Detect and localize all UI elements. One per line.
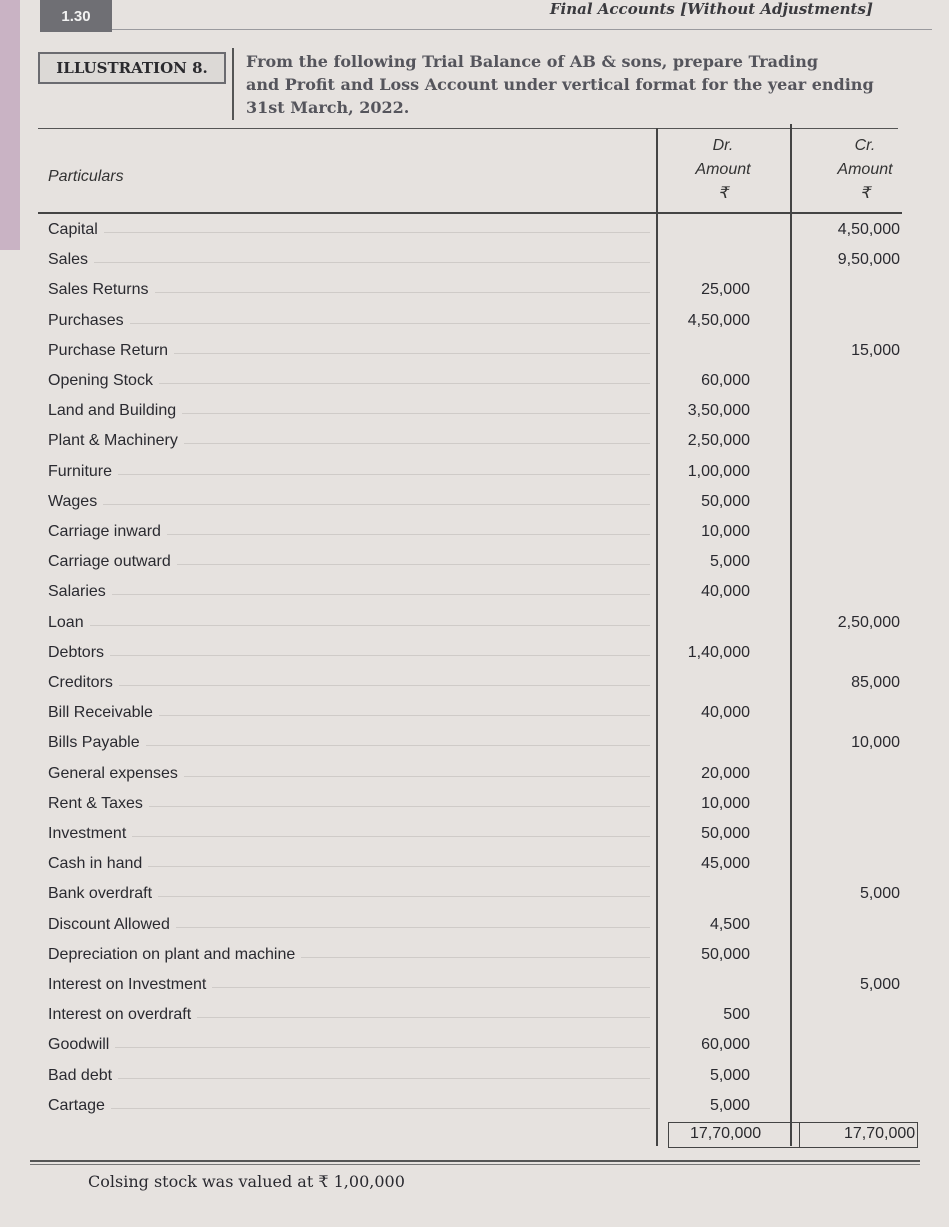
row-particular: Interest on overdraft [48, 1006, 192, 1024]
row-particular: Cash in hand [48, 855, 143, 873]
table-row [40, 1093, 930, 1123]
row-leader-line [112, 594, 650, 595]
row-dr-amount: 2,50,000 [687, 432, 750, 450]
col-header-cr-side: Cr. [854, 137, 876, 154]
row-dr-amount: 5,000 [709, 1066, 750, 1084]
row-leader-line [177, 564, 650, 565]
row-cr-amount: 2,50,000 [837, 613, 900, 631]
row-particular: Land and Building [48, 402, 177, 420]
row-particular: Bill Receivable [48, 704, 153, 722]
table-row [40, 821, 930, 851]
row-dr-amount: 500 [723, 1006, 750, 1024]
header-rule [112, 29, 932, 30]
row-leader-line [118, 1078, 650, 1079]
row-particular: Opening Stock [48, 372, 153, 389]
row-particular: Purchase Return [48, 341, 169, 359]
header-bottom-rule [38, 212, 902, 214]
row-leader-line [167, 534, 650, 535]
table-row [40, 1063, 930, 1093]
row-dr-amount: 45,000 [701, 855, 750, 873]
table-row [40, 277, 930, 307]
row-dr-amount: 4,50,000 [687, 311, 750, 329]
table-row [40, 791, 930, 821]
row-particular: Carriage outward [48, 553, 171, 571]
row-leader-line [176, 927, 650, 928]
col-header-dr-currency: ₹ [717, 185, 729, 202]
row-particular: Loan [48, 613, 84, 631]
table-row [40, 942, 930, 972]
row-leader-line [184, 776, 650, 777]
row-leader-line [212, 987, 650, 988]
row-dr-amount: 5,000 [709, 553, 750, 571]
page-number: 1.30 [40, 0, 112, 32]
col-header-dr [660, 134, 786, 206]
table-row [40, 972, 930, 1002]
col-header-dr-side: Dr. [712, 137, 734, 154]
row-particular: Bills Payable [48, 734, 140, 752]
row-dr-amount: 20,000 [701, 764, 750, 782]
table-row [40, 489, 930, 519]
table-row [40, 1032, 930, 1062]
illustration-divider [232, 48, 234, 120]
row-leader-line [118, 474, 650, 475]
row-particular: General expenses [48, 764, 178, 782]
row-particular: Debtors [48, 643, 105, 661]
row-leader-line [155, 292, 650, 293]
row-particular: Investment [48, 825, 127, 842]
row-particular: Sales Returns [48, 281, 149, 299]
table-row [40, 368, 930, 398]
row-leader-line [111, 1108, 650, 1109]
row-leader-line [132, 836, 650, 837]
row-particular: Discount Allowed [48, 915, 170, 933]
row-dr-amount: 60,000 [701, 1036, 750, 1054]
row-dr-amount: 4,500 [709, 915, 750, 933]
table-row [40, 549, 930, 579]
total-cr: 17,70,000 [844, 1125, 916, 1142]
table-row [40, 851, 930, 881]
illustration-text [246, 50, 906, 119]
row-leader-line [103, 504, 650, 505]
row-cr-amount: 5,000 [859, 976, 900, 993]
row-leader-line [148, 866, 650, 867]
row-particular: Depreciation on plant and machine [48, 945, 296, 963]
row-leader-line [149, 806, 650, 807]
table-row [40, 338, 930, 368]
closing-stock-note: Colsing stock was valued at ₹ 1,00,000 [88, 1172, 405, 1191]
row-dr-amount: 40,000 [701, 583, 750, 601]
row-cr-amount: 10,000 [851, 734, 900, 752]
row-particular: Salaries [48, 583, 106, 601]
row-dr-amount: 3,50,000 [687, 402, 750, 420]
row-dr-amount: 10,000 [701, 523, 750, 540]
table-row [40, 247, 930, 277]
row-particular: Plant & Machinery [48, 432, 178, 450]
row-leader-line [146, 745, 650, 746]
row-dr-amount: 25,000 [701, 281, 750, 299]
row-dr-amount: 10,000 [701, 794, 750, 812]
row-leader-line [174, 353, 650, 354]
row-dr-amount: 1,40,000 [687, 643, 750, 661]
row-leader-line [184, 443, 650, 444]
row-leader-line [110, 655, 650, 656]
row-dr-amount: 60,000 [701, 372, 750, 389]
illustration-text-line: From the following Trial Balance of AB & sons, prepare Trading [246, 52, 819, 71]
row-particular: Cartage [48, 1096, 105, 1114]
row-particular: Furniture [48, 462, 113, 480]
row-leader-line [158, 896, 650, 897]
row-cr-amount: 85,000 [851, 674, 900, 691]
table-row [40, 881, 930, 911]
col-header-dr-amount: Amount [695, 161, 751, 178]
row-leader-line [159, 383, 650, 384]
table-row [40, 1002, 930, 1032]
row-particular: Bank overdraft [48, 885, 153, 903]
table-row [40, 610, 930, 640]
table-row [40, 519, 930, 549]
row-particular: Purchases [48, 311, 124, 329]
row-leader-line [115, 1047, 650, 1048]
row-leader-line [119, 685, 650, 686]
bottom-rule-thin [30, 1164, 920, 1165]
row-leader-line [301, 957, 650, 958]
table-row [40, 308, 930, 338]
row-leader-line [130, 323, 650, 324]
table-row [40, 428, 930, 458]
running-head: Final Accounts [Without Adjustments] [549, 0, 873, 18]
table-row [40, 398, 930, 428]
table-row [40, 700, 930, 730]
illustration-text-line: 31st March, 2022. [246, 98, 410, 117]
table-row [40, 217, 930, 247]
row-particular: Creditors [48, 674, 113, 691]
col-header-cr [800, 134, 930, 206]
table-row [40, 761, 930, 791]
row-particular: Wages [48, 492, 98, 510]
row-particular: Bad debt [48, 1066, 113, 1084]
row-cr-amount: 5,000 [859, 885, 900, 903]
row-dr-amount: 40,000 [701, 704, 750, 722]
row-particular: Capital [48, 221, 98, 238]
row-dr-amount: 50,000 [701, 945, 750, 963]
row-leader-line [90, 625, 650, 626]
row-leader-line [104, 232, 650, 233]
row-dr-amount: 50,000 [701, 825, 750, 842]
illustration-text-line: and Profit and Loss Account under vertical format for the year ending [246, 75, 874, 94]
row-leader-line [197, 1017, 650, 1018]
row-cr-amount: 9,50,000 [837, 251, 900, 269]
row-particular: Interest on Investment [48, 976, 207, 993]
table-row [40, 912, 930, 942]
illustration-label: ILLUSTRATION 8. [38, 52, 226, 84]
row-dr-amount: 5,000 [709, 1096, 750, 1114]
row-leader-line [159, 715, 650, 716]
row-dr-amount: 50,000 [701, 492, 750, 510]
col-header-cr-amount: Amount [837, 161, 893, 178]
row-leader-line [94, 262, 650, 263]
row-particular: Rent & Taxes [48, 794, 143, 812]
row-particular: Goodwill [48, 1036, 110, 1054]
bottom-rule [30, 1160, 920, 1162]
page-edge-strip [0, 0, 20, 250]
row-dr-amount: 1,00,000 [687, 462, 750, 480]
table-row [40, 459, 930, 489]
total-dr: 17,70,000 [690, 1125, 762, 1142]
row-particular: Sales [48, 251, 89, 269]
table-top-rule [38, 128, 898, 129]
table-row [40, 579, 930, 609]
row-cr-amount: 15,000 [851, 341, 900, 359]
table-row [40, 670, 930, 700]
row-particular: Carriage inward [48, 523, 161, 540]
row-leader-line [182, 413, 650, 414]
col-header-cr-currency: ₹ [859, 185, 871, 202]
table-row [40, 730, 930, 760]
col-header-particulars: Particulars [48, 168, 124, 185]
table-row [40, 640, 930, 670]
row-cr-amount: 4,50,000 [837, 221, 900, 238]
